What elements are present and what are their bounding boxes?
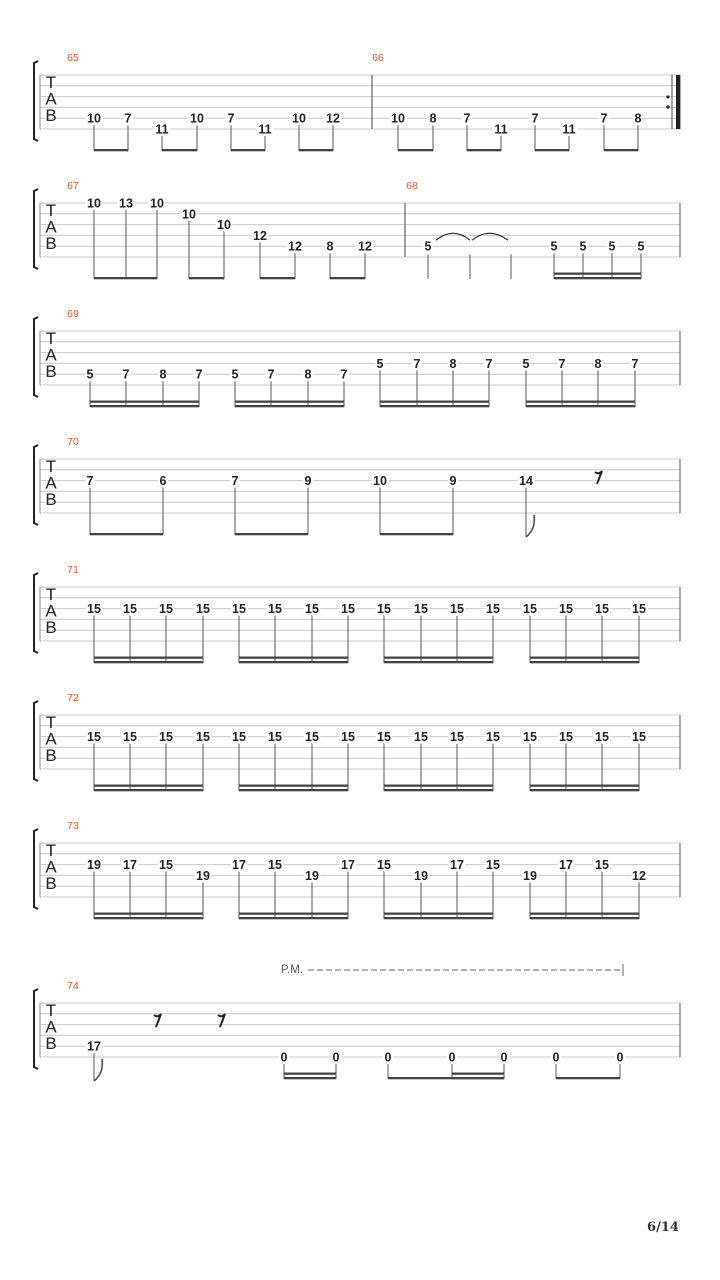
fret-number: 8 <box>449 356 457 371</box>
fret-number: 5 <box>608 239 616 254</box>
beam <box>260 277 295 279</box>
measure-number: 73 <box>67 820 79 832</box>
tab-clef-letter: A <box>45 89 57 109</box>
note-flag <box>526 515 534 537</box>
palm-mute-label: P.M. <box>280 964 304 976</box>
system-bracket <box>34 61 38 141</box>
system-bracket <box>34 573 38 653</box>
system-bracket <box>34 189 38 269</box>
fret-number: 19 <box>305 868 319 883</box>
staff-system <box>34 964 680 1081</box>
fret-number: 10 <box>182 207 196 222</box>
fret-number: 5 <box>231 367 239 382</box>
beam <box>94 913 203 915</box>
fret-number: 11 <box>155 122 169 137</box>
fret-number: 17 <box>450 858 464 873</box>
beam <box>94 789 203 791</box>
fret-number: 7 <box>86 474 94 489</box>
tab-clef-letter: B <box>45 362 57 381</box>
beam <box>554 277 641 279</box>
fret-number: 17 <box>559 858 573 873</box>
tab-clef-letter: A <box>45 345 57 365</box>
fret-number: 15 <box>486 602 500 617</box>
beam <box>162 149 197 151</box>
system-bracket <box>34 445 38 525</box>
tab-clef-letter: A <box>45 473 57 493</box>
beam <box>94 661 203 663</box>
staff-system <box>34 436 680 537</box>
tab-clef-letter: T <box>45 841 57 860</box>
eighth-rest-shape <box>595 471 602 484</box>
fret-number: 15 <box>595 730 609 745</box>
fret-number: 11 <box>562 122 576 137</box>
beam <box>90 401 199 403</box>
beam <box>556 1077 620 1079</box>
fret-number: 5 <box>637 239 645 254</box>
tab-clef-letter: A <box>45 601 57 621</box>
staff-system <box>34 820 680 919</box>
fret-number: 10 <box>87 111 101 126</box>
tab-clef-letter: A <box>45 1017 57 1037</box>
beam <box>604 149 638 151</box>
fret-number: 7 <box>631 356 639 371</box>
fret-number: 17 <box>341 858 355 873</box>
beam <box>239 785 348 787</box>
beam <box>384 789 493 791</box>
fret-number: 5 <box>522 356 530 371</box>
fret-number: 5 <box>579 239 587 254</box>
fret-number: 7 <box>231 474 239 489</box>
fret-number: 14 <box>519 474 533 489</box>
beam <box>452 1077 504 1079</box>
tab-clef-letter: A <box>45 729 57 749</box>
fret-number: 7 <box>267 367 275 382</box>
fret-number: 5 <box>86 367 94 382</box>
fret-number: 15 <box>87 730 101 745</box>
fret-number: 7 <box>340 367 348 382</box>
fret-number: 15 <box>341 730 355 745</box>
repeat-dot <box>666 105 669 108</box>
fret-number: 17 <box>87 1039 101 1054</box>
beam <box>380 405 489 407</box>
beam <box>94 149 128 151</box>
beam <box>239 913 348 915</box>
fret-number: 10 <box>217 218 231 233</box>
tab-clef-letter: T <box>45 713 57 732</box>
fret-number: 10 <box>150 196 164 211</box>
tie-arc <box>472 233 508 240</box>
fret-number: 10 <box>373 474 387 489</box>
measure-number: 72 <box>67 692 79 704</box>
tab-clef-letter: B <box>45 490 57 509</box>
tab-clef-letter: T <box>45 457 57 476</box>
beam <box>299 149 333 151</box>
fret-number: 5 <box>424 239 432 254</box>
fret-number: 11 <box>258 122 272 137</box>
fret-number: 15 <box>268 602 282 617</box>
beam <box>384 785 493 787</box>
measure-number: 71 <box>67 564 79 576</box>
system-bracket <box>34 701 38 781</box>
tab-clef-letter: B <box>45 106 57 125</box>
fret-number: 15 <box>632 730 646 745</box>
fret-number: 12 <box>358 239 372 254</box>
beam <box>384 913 493 915</box>
tab-clef-letter: A <box>45 857 57 877</box>
beam <box>284 1073 336 1075</box>
tie-arc <box>436 233 470 240</box>
fret-number: 7 <box>531 111 539 126</box>
fret-number: 0 <box>500 1050 508 1065</box>
beam <box>94 657 203 659</box>
fret-number: 15 <box>268 730 282 745</box>
fret-number: 8 <box>304 367 312 382</box>
fret-number: 15 <box>559 730 573 745</box>
staff-system <box>34 692 680 791</box>
fret-number: 19 <box>523 868 537 883</box>
fret-number: 15 <box>450 602 464 617</box>
beam <box>94 917 203 919</box>
beam <box>530 913 639 915</box>
fret-number: 15 <box>159 858 173 873</box>
fret-number: 15 <box>159 602 173 617</box>
fret-number: 0 <box>384 1050 392 1065</box>
tab-clef-letter: T <box>45 329 57 348</box>
fret-number: 8 <box>159 367 167 382</box>
beam <box>380 401 489 403</box>
beam <box>530 789 639 791</box>
measure-number: 68 <box>406 180 418 192</box>
fret-number: 10 <box>391 111 405 126</box>
beam <box>239 657 348 659</box>
fret-number: 15 <box>377 602 391 617</box>
tab-clef-letter: T <box>45 73 57 92</box>
fret-number: 15 <box>123 602 137 617</box>
fret-number: 15 <box>486 730 500 745</box>
beam <box>239 661 348 663</box>
fret-number: 7 <box>122 367 130 382</box>
fret-number: 7 <box>227 111 235 126</box>
system-bracket <box>34 829 38 909</box>
fret-number: 15 <box>196 730 210 745</box>
fret-number: 12 <box>253 228 267 243</box>
fret-number: 7 <box>413 356 421 371</box>
fret-number: 5 <box>550 239 558 254</box>
fret-number: 12 <box>326 111 340 126</box>
beam <box>330 277 365 279</box>
fret-number: 7 <box>195 367 203 382</box>
fret-number: 15 <box>268 858 282 873</box>
note-flag <box>94 1059 102 1081</box>
fret-number: 9 <box>449 474 457 489</box>
fret-number: 15 <box>523 602 537 617</box>
beam <box>452 1073 504 1075</box>
beam <box>398 149 433 151</box>
beam <box>284 1077 336 1079</box>
beam <box>239 917 348 919</box>
beam <box>90 533 163 535</box>
system-bracket <box>34 317 38 397</box>
beam <box>530 785 639 787</box>
fret-number: 15 <box>305 730 319 745</box>
beam <box>530 917 639 919</box>
fret-number: 15 <box>377 730 391 745</box>
fret-number: 11 <box>494 122 508 137</box>
fret-number: 15 <box>414 730 428 745</box>
fret-number: 9 <box>304 474 312 489</box>
measure-number: 70 <box>67 436 79 448</box>
beam <box>235 401 344 403</box>
fret-number: 15 <box>232 602 246 617</box>
fret-number: 15 <box>123 730 137 745</box>
beam <box>239 789 348 791</box>
fret-number: 7 <box>124 111 132 126</box>
fret-number: 17 <box>123 858 137 873</box>
beam <box>384 661 493 663</box>
measure-number: 67 <box>67 180 79 192</box>
repeat-dot <box>666 95 669 98</box>
fret-number: 6 <box>159 474 167 489</box>
fret-number: 12 <box>632 868 646 883</box>
fret-number: 15 <box>341 602 355 617</box>
fret-number: 15 <box>595 602 609 617</box>
beam <box>235 405 344 407</box>
beam <box>231 149 265 151</box>
tab-clef-letter: T <box>45 1001 57 1020</box>
fret-number: 0 <box>448 1050 456 1065</box>
beam <box>189 277 224 279</box>
fret-number: 15 <box>196 602 210 617</box>
beam <box>384 917 493 919</box>
fret-number: 15 <box>414 602 428 617</box>
measure-number: 65 <box>67 52 79 64</box>
measure-number: 66 <box>372 52 384 64</box>
fret-number: 7 <box>558 356 566 371</box>
beam <box>554 273 641 275</box>
beam <box>530 661 639 663</box>
fret-number: 15 <box>305 602 319 617</box>
beam <box>94 277 157 279</box>
fret-number: 19 <box>196 868 210 883</box>
fret-number: 17 <box>232 858 246 873</box>
fret-number: 15 <box>159 730 173 745</box>
staff-system <box>34 564 680 663</box>
beam <box>94 785 203 787</box>
fret-number: 8 <box>429 111 437 126</box>
fret-number: 15 <box>559 602 573 617</box>
beam <box>235 533 308 535</box>
beam <box>90 405 199 407</box>
fret-number: 0 <box>616 1050 624 1065</box>
tab-clef-letter: B <box>45 874 57 893</box>
fret-number: 10 <box>190 111 204 126</box>
fret-number: 8 <box>594 356 602 371</box>
tab-clef-letter: B <box>45 618 57 637</box>
tab-clef-letter: T <box>45 201 57 220</box>
fret-number: 15 <box>377 858 391 873</box>
staff-system <box>34 180 680 279</box>
fret-number: 7 <box>463 111 471 126</box>
system-bracket <box>34 989 38 1069</box>
fret-number: 15 <box>87 602 101 617</box>
fret-number: 19 <box>87 858 101 873</box>
beam <box>380 533 453 535</box>
fret-number: 15 <box>523 730 537 745</box>
fret-number: 0 <box>280 1050 288 1065</box>
beam <box>526 405 635 407</box>
fret-number: 10 <box>87 196 101 211</box>
fret-number: 0 <box>552 1050 560 1065</box>
measure-number: 74 <box>67 980 79 992</box>
page-number: 6/14 <box>647 1220 679 1235</box>
fret-number: 15 <box>486 858 500 873</box>
beam <box>467 149 501 151</box>
fret-number: 10 <box>292 111 306 126</box>
beam <box>526 401 635 403</box>
fret-number: 12 <box>288 239 302 254</box>
tab-clef-letter: T <box>45 585 57 604</box>
tab-clef-letter: B <box>45 1034 57 1053</box>
fret-number: 5 <box>376 356 384 371</box>
beam <box>384 657 493 659</box>
measure-number: 69 <box>67 308 79 320</box>
fret-number: 7 <box>485 356 493 371</box>
fret-number: 8 <box>326 239 334 254</box>
fret-number: 15 <box>632 602 646 617</box>
tab-clef-letter: B <box>45 234 57 253</box>
fret-number: 13 <box>119 196 133 211</box>
tab-clef-letter: A <box>45 217 57 237</box>
beam <box>535 149 569 151</box>
repeat-thick-bar <box>676 75 680 129</box>
staff-system <box>34 308 680 407</box>
fret-number: 8 <box>634 111 642 126</box>
tab-clef-letter: B <box>45 746 57 765</box>
fret-number: 0 <box>332 1050 340 1065</box>
fret-number: 15 <box>595 858 609 873</box>
fret-number: 15 <box>232 730 246 745</box>
fret-number: 15 <box>450 730 464 745</box>
staff-system <box>34 52 680 151</box>
fret-number: 19 <box>414 868 428 883</box>
fret-number: 7 <box>600 111 608 126</box>
beam <box>530 657 639 659</box>
